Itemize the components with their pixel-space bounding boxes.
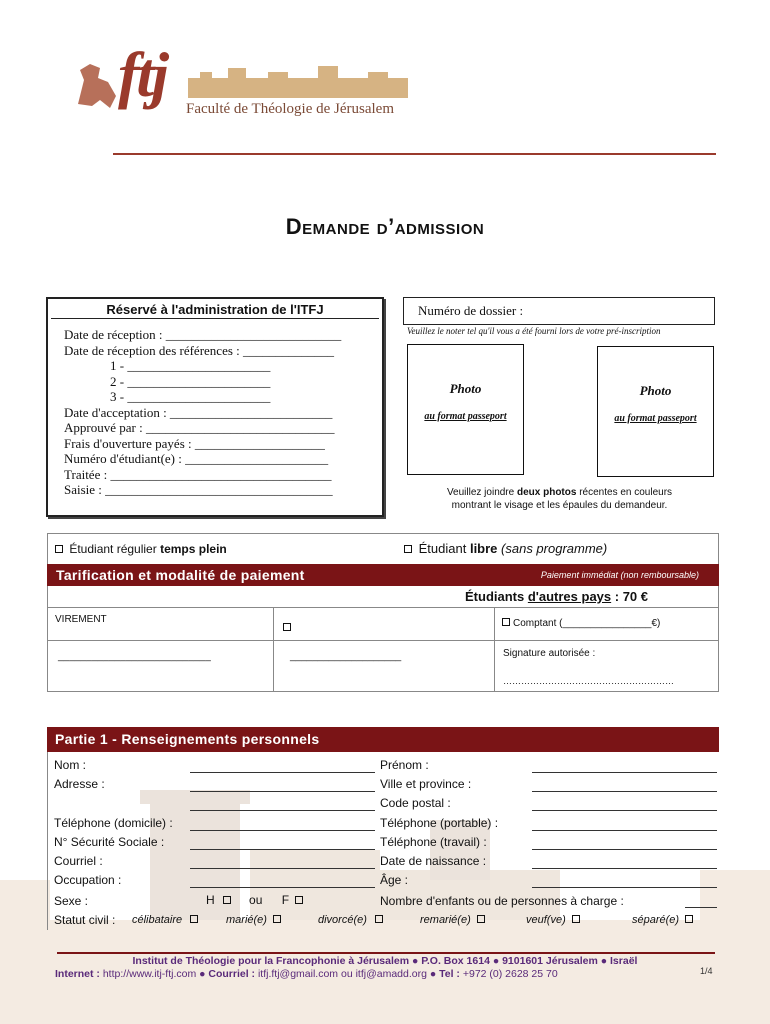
tel-portable-input[interactable] bbox=[532, 830, 717, 831]
photo-2-subtitle: au format passeport bbox=[614, 413, 697, 424]
lion-logo-icon bbox=[70, 56, 122, 114]
regular-checkbox[interactable] bbox=[55, 545, 63, 553]
photo-box-1[interactable] bbox=[407, 344, 524, 475]
admin-reference-3: 3 - ______________________ bbox=[110, 389, 271, 404]
remarie-label: remarié(e) bbox=[420, 914, 471, 926]
admin-approved-by: Approuvé par : _____________________________ bbox=[64, 420, 335, 435]
admin-acceptance-date: Date d'acceptation : _________________________ bbox=[64, 404, 333, 420]
signature-field[interactable]: ………………………………………………… bbox=[503, 676, 674, 686]
page-title: Demande d’admission bbox=[285, 214, 485, 239]
prenom-label: Prénom : bbox=[380, 758, 429, 772]
footer-website-link[interactable]: http://www.itj-ftj.com bbox=[102, 968, 197, 980]
page-number: 1/4 bbox=[700, 966, 713, 976]
admin-reception-date: Date de réception : ___________________________ bbox=[64, 327, 342, 342]
code-postal-label: Code postal : bbox=[380, 796, 451, 810]
footer-divider bbox=[57, 952, 715, 954]
blank-field-2[interactable]: ____________________ bbox=[290, 651, 402, 662]
ville-label: Ville et province : bbox=[380, 777, 472, 791]
file-number-note: Veuillez le noter tel qu'il vous a été fourni lors de votre pré-inscription bbox=[407, 326, 661, 336]
admin-reference-2: 2 - ______________________ bbox=[110, 373, 271, 389]
admin-entered: Saisie : ___________________________________ bbox=[64, 482, 333, 497]
virement-checkbox[interactable] bbox=[283, 623, 291, 631]
civil-separe[interactable] bbox=[632, 914, 696, 926]
admin-processed: Traitée : __________________________________ bbox=[64, 466, 332, 482]
veuf-label: veuf(ve) bbox=[526, 914, 566, 926]
courriel-input[interactable] bbox=[190, 868, 375, 869]
celibataire-checkbox[interactable] bbox=[190, 915, 198, 923]
comptant-checkbox[interactable] bbox=[502, 618, 510, 626]
photo-instr-post: récentes en couleurs bbox=[576, 487, 673, 498]
students-underlined: d'autres pays bbox=[527, 589, 612, 604]
children-input[interactable] bbox=[685, 907, 717, 908]
footer-address: Institut de Théologie pour la Francophonie à Jérusalem ● P.O. Box 1614 ● 9101601 Jérusalem ● Israël bbox=[132, 955, 638, 967]
photo-1-subtitle: au format passeport bbox=[424, 411, 507, 422]
sex-h-checkbox[interactable] bbox=[223, 896, 231, 904]
remarie-checkbox[interactable] bbox=[477, 915, 485, 923]
students-price bbox=[465, 589, 648, 604]
logo-wordmark: ftj bbox=[118, 39, 166, 110]
comptant-option[interactable] bbox=[500, 618, 660, 629]
divorce-checkbox[interactable] bbox=[375, 915, 383, 923]
prenom-input[interactable] bbox=[532, 772, 717, 773]
student-regular-option[interactable] bbox=[53, 542, 227, 556]
partie1-header bbox=[47, 727, 719, 752]
civil-divorce[interactable] bbox=[318, 914, 386, 926]
marie-label: marié(e) bbox=[226, 914, 267, 926]
sex-f-checkbox[interactable] bbox=[295, 896, 303, 904]
students-price-value: : 70 € bbox=[611, 589, 648, 604]
footer-phone: +972 (0) 2628 25 70 bbox=[462, 968, 558, 980]
photo-instr-line2: montrant le visage et les épaules du demandeur. bbox=[451, 500, 668, 511]
jerusalem-walls-icon bbox=[188, 64, 408, 98]
admin-box-heading: Réservé à l'administration de l'ITFJ bbox=[51, 299, 379, 319]
admin-box bbox=[46, 297, 384, 517]
free-checkbox[interactable] bbox=[404, 545, 412, 553]
ville-input[interactable] bbox=[532, 791, 717, 792]
partie1-left-border bbox=[47, 752, 48, 930]
sexe-label: Sexe : bbox=[54, 894, 89, 908]
veuf-checkbox[interactable] bbox=[572, 915, 580, 923]
tarification-heading: Tarification et modalité de paiement bbox=[56, 567, 305, 583]
header-divider bbox=[113, 153, 716, 155]
photo-instructions bbox=[403, 486, 716, 512]
tel-travail-input[interactable] bbox=[532, 849, 717, 850]
photo-box-2[interactable] bbox=[597, 346, 714, 477]
regular-bold: temps plein bbox=[160, 542, 227, 556]
photo-instr-bold: deux photos bbox=[516, 487, 577, 498]
sex-h-label: H bbox=[206, 893, 215, 907]
photo-2-title: Photo bbox=[639, 383, 672, 398]
civil-status-label: Statut civil : bbox=[54, 913, 116, 927]
photo-instr-pre: Veuillez joindre bbox=[446, 487, 517, 498]
virement-label: VIREMENT bbox=[55, 614, 107, 625]
securite-sociale-input[interactable] bbox=[190, 849, 375, 850]
footer-contact bbox=[55, 968, 558, 980]
admin-student-number: Numéro d'étudiant(e) : ______________________ bbox=[64, 451, 329, 466]
adresse-input-1[interactable] bbox=[190, 791, 375, 792]
tel-domicile-label: Téléphone (domicile) : bbox=[54, 816, 173, 830]
file-number-field[interactable] bbox=[403, 297, 715, 325]
code-postal-input[interactable] bbox=[532, 810, 717, 811]
civil-veuf[interactable] bbox=[526, 914, 583, 926]
nom-input[interactable] bbox=[190, 772, 375, 773]
signature-label: Signature autorisée : bbox=[503, 648, 596, 659]
partie1-heading: Partie 1 - Renseignements personnels bbox=[55, 731, 320, 747]
free-suffix: (sans programme) bbox=[497, 541, 608, 556]
civil-remarie[interactable] bbox=[420, 914, 488, 926]
institution-name: Faculté de Théologie de Jérusalem bbox=[186, 101, 394, 117]
free-bold: libre bbox=[469, 541, 498, 556]
divorce-label: divorcé(e) bbox=[318, 914, 367, 926]
footer-email-link[interactable]: itfj.ftj@gmail.com ou itfj@amadd.org bbox=[257, 968, 427, 980]
nom-label: Nom : bbox=[54, 758, 87, 772]
sex-ou-label: ou bbox=[249, 893, 263, 907]
table-col-divider-1 bbox=[273, 607, 274, 692]
securite-sociale-label: N° Sécurité Sociale : bbox=[54, 835, 165, 849]
age-input[interactable] bbox=[532, 887, 717, 888]
students-label: Étudiants bbox=[465, 589, 528, 604]
marie-checkbox[interactable] bbox=[273, 915, 281, 923]
naissance-input[interactable] bbox=[532, 868, 717, 869]
naissance-label: Date de naissance : bbox=[380, 854, 487, 868]
comptant-label: Comptant (________________€) bbox=[513, 618, 661, 629]
file-number-label: Numéro de dossier : bbox=[418, 303, 524, 318]
student-free-option[interactable] bbox=[402, 541, 607, 556]
celibataire-label: célibataire bbox=[132, 914, 183, 926]
admin-reference-1: 1 - ______________________ bbox=[110, 358, 271, 373]
sex-f-label: F bbox=[281, 893, 290, 907]
tarification-header bbox=[47, 564, 719, 586]
age-label: Âge : bbox=[380, 873, 409, 887]
tarification-note: Paiement immédiat (non remboursable) bbox=[540, 570, 699, 580]
tel-travail-label: Téléphone (travail) : bbox=[380, 835, 487, 849]
separe-label: séparé(e) bbox=[632, 914, 680, 926]
courriel-label: Courriel : bbox=[54, 854, 103, 868]
civil-status-row bbox=[54, 913, 718, 929]
blank-field-1[interactable]: ___________________________ bbox=[58, 651, 211, 662]
admin-references-date: Date de réception des références : ______________ bbox=[64, 342, 335, 358]
civil-celibataire[interactable] bbox=[132, 914, 201, 926]
occupation-label: Occupation : bbox=[54, 873, 122, 887]
occupation-input[interactable] bbox=[190, 887, 375, 888]
footer-courriel-label: ● Courriel : bbox=[196, 968, 258, 980]
free-label: Étudiant bbox=[418, 541, 470, 556]
footer-internet-label: Internet : bbox=[55, 968, 103, 980]
photo-1-title: Photo bbox=[449, 381, 482, 396]
table-col-divider-2 bbox=[494, 607, 495, 692]
children-label: Nombre d'enfants ou de personnes à charge : bbox=[380, 894, 624, 908]
sex-options bbox=[206, 893, 306, 907]
table-row-divider-1 bbox=[47, 607, 719, 608]
regular-label: Étudiant régulier bbox=[69, 542, 161, 556]
civil-marie[interactable] bbox=[226, 914, 284, 926]
tel-portable-label: Téléphone (portable) : bbox=[380, 816, 499, 830]
separe-checkbox[interactable] bbox=[685, 915, 693, 923]
adresse-label: Adresse : bbox=[54, 777, 105, 791]
table-row-divider-2 bbox=[47, 640, 719, 641]
adresse-input-2[interactable] bbox=[190, 810, 375, 811]
tel-domicile-input[interactable] bbox=[190, 830, 375, 831]
admin-fees-paid: Frais d'ouverture payés : ____________________ bbox=[64, 435, 325, 451]
footer-tel-label: ● Tel : bbox=[426, 968, 463, 980]
